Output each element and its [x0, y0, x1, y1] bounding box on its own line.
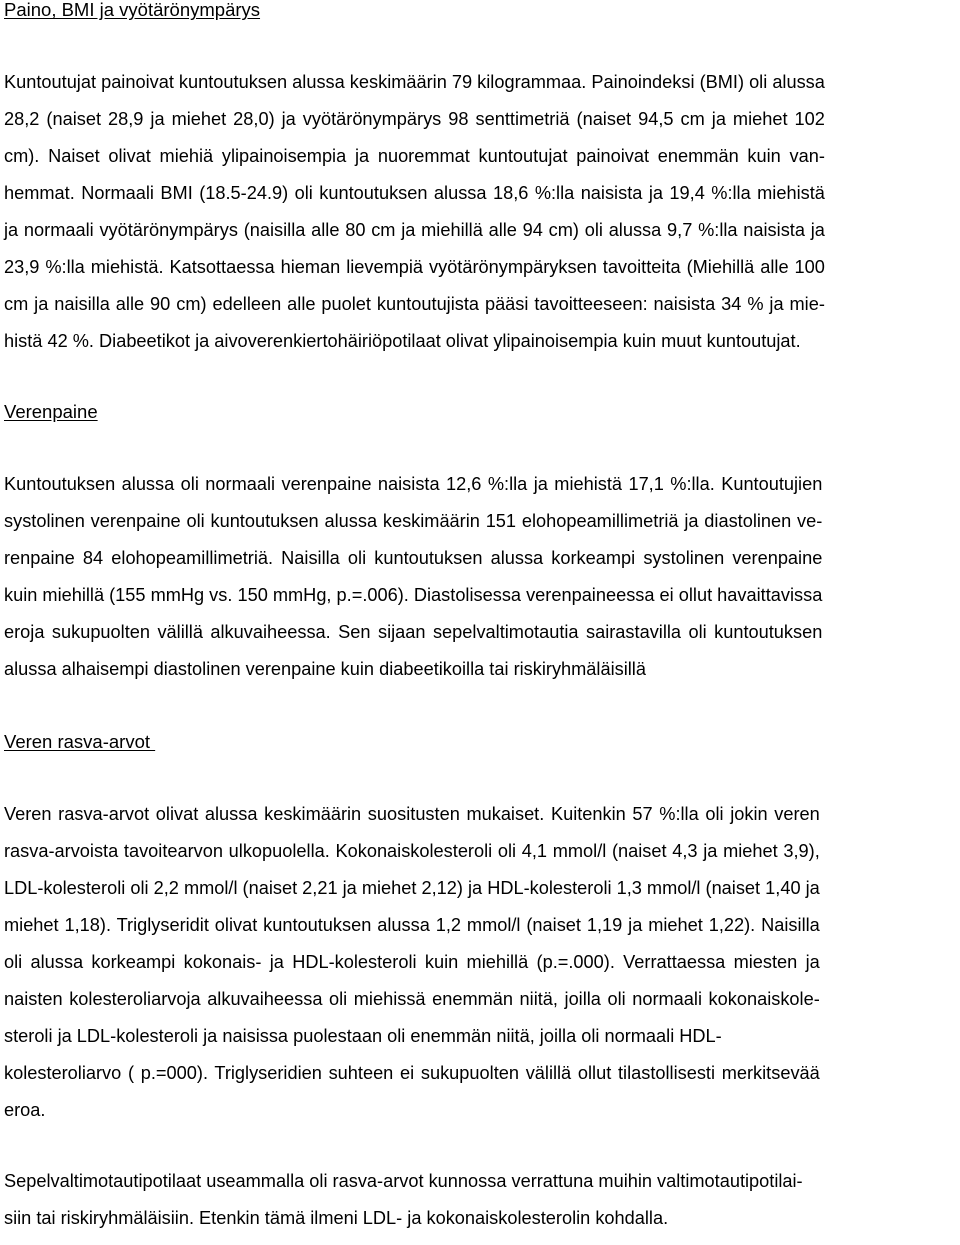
text-line: cm ja naisilla alle 90 cm) edelleen alle puolet kuntoutujista pääsi tavoitteeseen: naisista 34 % ja mie- — [4, 294, 825, 314]
text-line: Sepelvaltimotautipotilaat useammalla oli rasva-arvot kunnossa verrattuna muihin valtimotautipotilai- — [4, 1171, 803, 1191]
text-line: ja normaali vyötärönympärys (naisilla alle 80 cm ja miehillä alle 94 cm) oli alussa 9,7 %:lla naisista ja — [4, 220, 825, 240]
text-line: alussa alhaisempi diastolinen verenpaine kuin diabeetikoilla tai riskiryhmäläisillä — [4, 659, 646, 679]
text-line: siin tai riskiryhmäläisiin. Etenkin tämä ilmeni LDL- ja kokonaiskolesterolin kohdalla. — [4, 1208, 669, 1228]
text-line: Veren rasva-arvot olivat alussa keskimäärin suositusten mukaiset. Kuitenkin 57 %:lla oli jokin veren — [4, 804, 820, 824]
text-line: Kuntoutujat painoivat kuntoutuksen alussa keskimäärin 79 kilogrammaa. Painoindeksi (BMI) oli alussa — [4, 72, 825, 92]
text-line: Kuntoutuksen alussa oli normaali verenpaine naisista 12,6 %:lla ja miehistä 17,1 %:lla. Kuntoutujien — [4, 474, 823, 494]
section-heading-blood-pressure: Verenpaine — [4, 401, 98, 422]
text-line: eroa. — [4, 1100, 46, 1120]
text-line: 28,2 (naiset 28,9 ja miehet 28,0) ja vyötärönympärys 98 senttimetriä (naiset 94,5 cm ja miehet 102 — [4, 109, 825, 129]
text-line: oli alussa korkeampi kokonais- ja HDL-kolesteroli kuin miehillä (p.=.000). Verrattaessa miesten ja — [4, 952, 820, 972]
text-line: miehet 1,18). Triglyseridit olivat kuntoutuksen alussa 1,2 mmol/l (naiset 1,19 ja miehet 1,22). Naisilla — [4, 915, 820, 935]
section-heading-blood-lipids: Veren rasva-arvot — [4, 731, 156, 752]
text-line: systolinen verenpaine oli kuntoutuksen alussa keskimäärin 151 elohopeamillimetriä ja diastolinen ve- — [4, 511, 823, 531]
text-line: kolesteroliarvo ( p.=000). Triglyseridien suhteen ei sukupuolten välillä ollut tilastollisesti merkitsevää — [4, 1063, 820, 1083]
paragraph-coronary-patients — [4, 1171, 803, 1245]
paragraph-weight-bmi — [4, 72, 825, 368]
text-line: steroli ja LDL-kolesteroli ja naisissa puolestaan oli enemmän niitä, joilla oli normaali HDL- — [4, 1026, 722, 1046]
paragraph-blood-pressure — [4, 474, 822, 696]
text-line: 23,9 %:lla miehistä. Katsottaessa hieman lievempiä vyötärönympäryksen tavoitteita (Miehillä alle 100 — [4, 257, 825, 277]
text-line: LDL-kolesteroli oli 2,2 mmol/l (naiset 2,21 ja miehet 2,12) ja HDL-kolesteroli 1,3 mmol/l (naiset 1,40 ja — [4, 878, 820, 898]
text-line: hemmat. Normaali BMI (18.5-24.9) oli kuntoutuksen alussa 18,6 %:lla naisista ja 19,4 %:lla miehistä — [4, 183, 825, 203]
text-line: eroja sukupuolten välillä alkuvaiheessa. Sen sijaan sepelvaltimotautia sairastavilla oli kuntoutuksen — [4, 622, 823, 642]
paragraph-blood-lipids — [4, 804, 820, 1137]
text-line: renpaine 84 elohopeamillimetriä. Naisilla oli kuntoutuksen alussa korkeampi systolinen verenpaine — [4, 548, 823, 568]
text-line: kuin miehillä (155 mmHg vs. 150 mmHg, p.=.006). Diastolisessa verenpaineessa ei ollut havaittavissa — [4, 585, 823, 605]
text-line: cm). Naiset olivat miehiä ylipainoisempia ja nuoremmat kuntoutujat painoivat enemmän kuin van- — [4, 146, 825, 166]
text-line: rasva-arvoista tavoitearvon ulkopuolella. Kokonaiskolesteroli oli 4,1 mmol/l (naiset 4,3 ja miehet 3,9), — [4, 841, 820, 861]
section-heading-weight-bmi: Paino, BMI ja vyötärönympärys — [4, 0, 261, 20]
text-line: naisten kolesteroliarvoja alkuvaiheessa oli miehissä enemmän niitä, joilla oli normaali kokonaiskole- — [4, 989, 820, 1009]
text-line: histä 42 %. Diabeetikot ja aivoverenkiertohäiriöpotilaat olivat ylipainoisempia kuin muut kuntoutujat. — [4, 331, 801, 351]
